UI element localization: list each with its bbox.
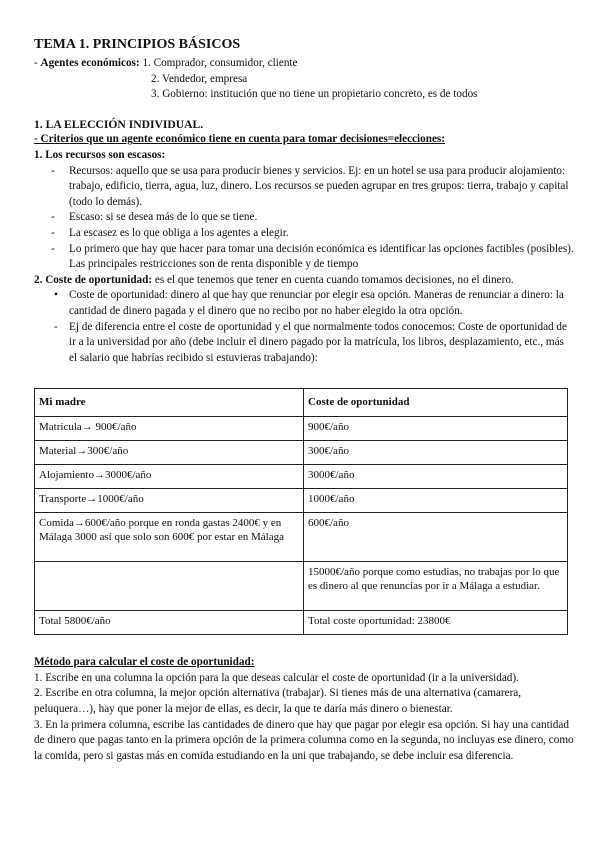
table-cell: Comida→600€/año porque en ronda gastas 2400€ y en Málaga 3000 así que solo son 600€ por estar en Málaga bbox=[35, 513, 304, 562]
table-header-row bbox=[35, 389, 568, 417]
section-heading: 1. LA ELECCIÓN INDIVIDUAL. bbox=[34, 117, 204, 131]
table-row bbox=[35, 465, 568, 489]
document-page bbox=[34, 36, 574, 764]
list-item: - La escasez es lo que obliga a los agentes a elegir. bbox=[69, 226, 574, 242]
agents-block bbox=[34, 56, 574, 103]
table-row bbox=[35, 417, 568, 441]
table-row bbox=[35, 489, 568, 513]
agents-label: Agentes económicos: bbox=[40, 57, 140, 69]
subsection-heading: 1. Los recursos son escasos: bbox=[34, 148, 166, 161]
criteria-heading: - Criterios que un agente económico tiene en cuenta para tomar decisiones=elecciones: bbox=[34, 133, 446, 146]
table-cell: 300€/año bbox=[304, 441, 568, 465]
opportunity-cost-list bbox=[34, 288, 574, 366]
method-section bbox=[34, 655, 574, 764]
list-item: • Coste de oportunidad: dinero al que hay que renunciar por elegir esa opción. Maneras de renunciar a dinero: la cantidad de dinero pagada y el dinero que no recibo por no haber elegido la otra opción. bbox=[69, 288, 574, 319]
table-cell: Total 5800€/año bbox=[35, 611, 304, 635]
agent-item: 1. Comprador, consumidor, cliente bbox=[142, 57, 298, 69]
table-cell: 15000€/año porque como estudias, no trabajas por lo que es dinero al que renuncias por ir a Málaga a estudiar. bbox=[304, 562, 568, 611]
page-title: TEMA 1. PRINCIPIOS BÁSICOS bbox=[34, 37, 241, 52]
table-cell: Total coste oportunidad: 23800€ bbox=[304, 611, 568, 635]
table-cell bbox=[35, 562, 304, 611]
method-heading: Método para calcular el coste de oportunidad: bbox=[34, 656, 255, 669]
list-item: - Recursos: aquello que se usa para producir bienes y servicios. Ej: en un hotel se usa para producir alojamiento: trabajo, edificio, tierra, agua, luz, dinero. Los recursos se pueden agrupar en tres grupos: tierra, trabajo y capital (todo lo demás). bbox=[69, 164, 574, 211]
table-cell: Material→300€/año bbox=[35, 441, 304, 465]
table-header: Mi madre bbox=[35, 389, 304, 417]
method-step: 1. Escribe en una columna la opción para la que deseas calcular el coste de oportunidad (ir a la universidad). bbox=[34, 671, 519, 684]
table-row bbox=[35, 513, 568, 562]
resources-list bbox=[34, 164, 574, 273]
table-cell: 900€/año bbox=[304, 417, 568, 441]
subsection-text: es el que tenemos que tener en cuenta cuando tomamos decisiones, no el dinero. bbox=[152, 273, 514, 286]
table-row bbox=[35, 562, 568, 611]
method-step: 2. Escribe en otra columna, la mejor opción alternativa (trabajar). Si tienes más de una alternativa (camarera, peluquera…), hay que poner la mejor de ellas, es decir, la que te daría más dinero o bienestar. bbox=[34, 687, 522, 716]
list-item: - Lo primero que hay que hacer para tomar una decisión económica es identificar las opciones factibles (posibles). Las principales restricciones son de renta disponible y de tiempo bbox=[69, 242, 574, 273]
list-item: - Ej de diferencia entre el coste de oportunidad y el que normalmente todos conocemos: Coste de oportunidad de ir a la universidad por año (debe incluir el dinero pagado por la matrícula, los libros, desplazamiento, etc., más el salario que habrías recibido si estuvieras trabajando): bbox=[69, 320, 574, 367]
table-cell: 3000€/año bbox=[304, 465, 568, 489]
table-row bbox=[35, 611, 568, 635]
table-header: Coste de oportunidad bbox=[304, 389, 568, 417]
table-cell: Transporte→1000€/año bbox=[35, 489, 304, 513]
list-item: - Escaso: si se desea más de lo que se tiene. bbox=[69, 210, 574, 226]
table-cell: Matrícula→ 900€/año bbox=[35, 417, 304, 441]
agent-item: 3. Gobierno: institución que no tiene un propietario concreto, es de todos bbox=[151, 88, 478, 101]
method-step: 3. En la primera columna, escribe las cantidades de dinero que hay que pagar por elegir esa opción. Si hay una cantidad de dinero que pagas tanto en la primera opción de la primera columna como en la segunda, no incluyas ese dinero, como la comida, pero si gastas más en comida estudiando en la uni que trabajando, se debe incluir esa diferencia. bbox=[34, 718, 574, 762]
table-cell: 600€/año bbox=[304, 513, 568, 562]
table-cell: 1000€/año bbox=[304, 489, 568, 513]
agent-item: 2. Vendedor, empresa bbox=[151, 72, 248, 85]
opportunity-cost-line bbox=[34, 273, 574, 289]
table-cell: Alojamiento→3000€/año bbox=[35, 465, 304, 489]
table-row bbox=[35, 441, 568, 465]
cost-table bbox=[34, 388, 568, 635]
agents-prefix: - bbox=[34, 57, 41, 69]
subsection-heading: 2. Coste de oportunidad: bbox=[34, 273, 153, 286]
